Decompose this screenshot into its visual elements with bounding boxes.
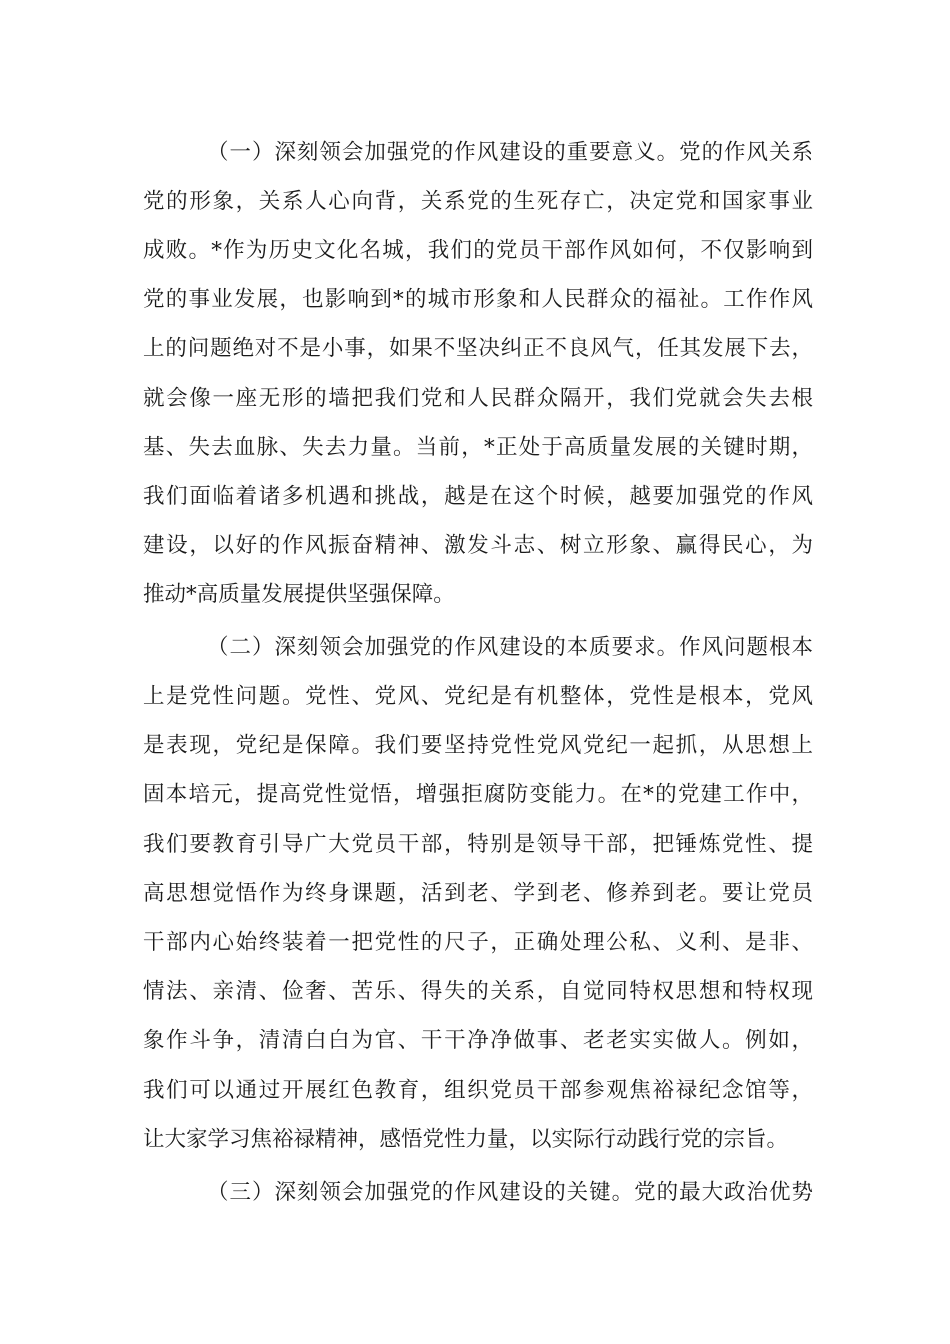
text-line: 上是党性问题。党性、党风、党纪是有机整体，党性是根本，党风 [143, 684, 813, 709]
text-line: 情法、亲清、俭奢、苦乐、得失的关系，自觉同特权思想和特权现 [143, 979, 813, 1004]
text-line: 干部内心始终装着一把党性的尺子，正确处理公私、义利、是非、 [143, 930, 813, 955]
text-line: 我们面临着诸多机遇和挑战，越是在这个时候，越要加强党的作风 [143, 484, 813, 509]
text-line: （二）深刻领会加强党的作风建设的本质要求。作风问题根本 [207, 635, 813, 660]
text-line: 我们要教育引导广大党员干部，特别是领导干部，把锤炼党性、提 [143, 832, 813, 857]
text-line: 就会像一座无形的墙把我们党和人民群众隔开，我们党就会失去根 [143, 386, 813, 411]
text-line: （一）深刻领会加强党的作风建设的重要意义。党的作风关系 [207, 140, 813, 165]
text-line: 基、失去血脉、失去力量。当前，*正处于高质量发展的关键时期， [143, 435, 813, 460]
text-line: 党的事业发展，也影响到*的城市形象和人民群众的福祉。工作作风 [143, 287, 813, 312]
text-line: （三）深刻领会加强党的作风建设的关键。党的最大政治优势 [207, 1180, 813, 1205]
text-line: 我们可以通过开展红色教育，组织党员干部参观焦裕禄纪念馆等， [143, 1078, 813, 1103]
text-line: 建设，以好的作风振奋精神、激发斗志、树立形象、赢得民心，为 [143, 533, 813, 558]
text-line: 固本培元，提高党性觉悟，增强拒腐防变能力。在*的党建工作中， [143, 782, 813, 807]
text-line: 党的形象，关系人心向背，关系党的生死存亡，决定党和国家事业 [143, 189, 813, 214]
text-line: 推动*高质量发展提供坚强保障。 [143, 582, 455, 607]
text-line: 成败。*作为历史文化名城，我们的党员干部作风如何，不仅影响到 [143, 238, 813, 263]
text-line: 高思想觉悟作为终身课题，活到老、学到老、修养到老。要让党员 [143, 881, 813, 906]
text-line: 象作斗争，清清白白为官、干干净净做事、老老实实做人。例如， [143, 1028, 813, 1053]
text-line: 是表现，党纪是保障。我们要坚持党性党风党纪一起抓，从思想上 [143, 733, 813, 758]
text-line: 让大家学习焦裕禄精神，感悟党性力量，以实际行动践行党的宗旨。 [143, 1127, 789, 1152]
text-line: 上的问题绝对不是小事，如果不坚决纠正不良风气，任其发展下去， [143, 336, 813, 361]
